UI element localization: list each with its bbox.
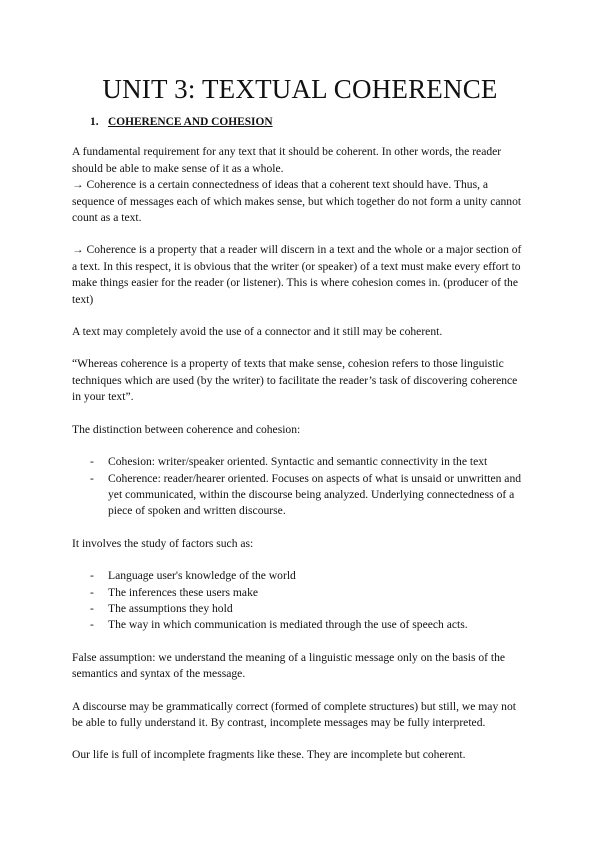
paragraph-grammatical-discourse: A discourse may be grammatically correct (formed of complete structures) but still, we may not be able to fully understand it. By contrast, incomplete messages may be fully interpreted. bbox=[72, 699, 516, 729]
list-item-text: The inferences these users make bbox=[108, 585, 259, 599]
paragraph-incomplete-fragments: Our life is full of incomplete fragments like these. They are incomplete but coherent. bbox=[72, 748, 466, 762]
list-item bbox=[72, 568, 528, 584]
dash-bullet: - bbox=[90, 585, 94, 599]
list-item bbox=[72, 617, 528, 633]
paragraph-quote: “Whereas coherence is a property of texts that make sense, cohesion refers to those linguistic techniques which are used (by the writer) to facilitate the reader’s task of discovering coherence in your text”. bbox=[72, 357, 518, 404]
list-item-text: Cohesion: writer/speaker oriented. Syntactic and semantic connectivity in the text bbox=[108, 455, 488, 469]
factors-list bbox=[72, 568, 528, 634]
dash-bullet: - bbox=[90, 569, 94, 583]
list-item bbox=[72, 585, 528, 601]
dash-bullet: - bbox=[90, 601, 94, 615]
paragraph-coherence-connectedness: → Coherence is a certain connectedness of ideas that a coherent text should have. Thus, a sequence of messages each of which makes sense, but which together do not form a unity cannot count as a text. bbox=[72, 178, 522, 225]
list-item bbox=[72, 471, 528, 520]
list-item bbox=[72, 454, 528, 470]
list-item bbox=[72, 601, 528, 617]
dash-bullet: - bbox=[90, 455, 94, 469]
list-item-text: The assumptions they hold bbox=[108, 601, 233, 615]
list-item-text: Coherence: reader/hearer oriented. Focuses on aspects of what is unsaid or unwritten and yet communicated, within the discourse being analyzed. Underlying connectedness of a piece of spoken and written discourse. bbox=[108, 471, 522, 518]
distinction-list bbox=[72, 454, 528, 520]
section-title: COHERENCE AND COHESION bbox=[108, 116, 273, 128]
section-number: 1. bbox=[90, 116, 99, 128]
paragraph-connector: A text may completely avoid the use of a connector and it still may be coherent. bbox=[72, 325, 443, 339]
list-item-text: The way in which communication is mediated through the use of speech acts. bbox=[108, 618, 468, 632]
paragraph-fundamental-requirement: A fundamental requirement for any text that it should be coherent. In other words, the reader should be able to make sense of it as a whole. bbox=[72, 145, 502, 175]
dash-bullet: - bbox=[90, 618, 94, 632]
dash-bullet: - bbox=[90, 471, 94, 485]
paragraph-coherence-property: → Coherence is a property that a reader will discern in a text and the whole or a major section of a text. In this respect, it is obvious that the writer (or speaker) of a text must make every effort to make things easier for the reader (or listener). This is where cohesion comes in. (producer of the text) bbox=[72, 243, 522, 306]
paragraph-factors-intro: It involves the study of factors such as: bbox=[72, 536, 254, 550]
paragraph-false-assumption: False assumption: we understand the meaning of a linguistic message only on the basis of the semantics and syntax of the message. bbox=[72, 650, 506, 681]
paragraph-distinction-intro: The distinction between coherence and cohesion: bbox=[72, 422, 301, 436]
page-title: UNIT 3: TEXTUAL COHERENCE bbox=[102, 74, 498, 104]
list-item-text: Language user's knowledge of the world bbox=[108, 569, 296, 583]
section-heading bbox=[90, 114, 528, 130]
